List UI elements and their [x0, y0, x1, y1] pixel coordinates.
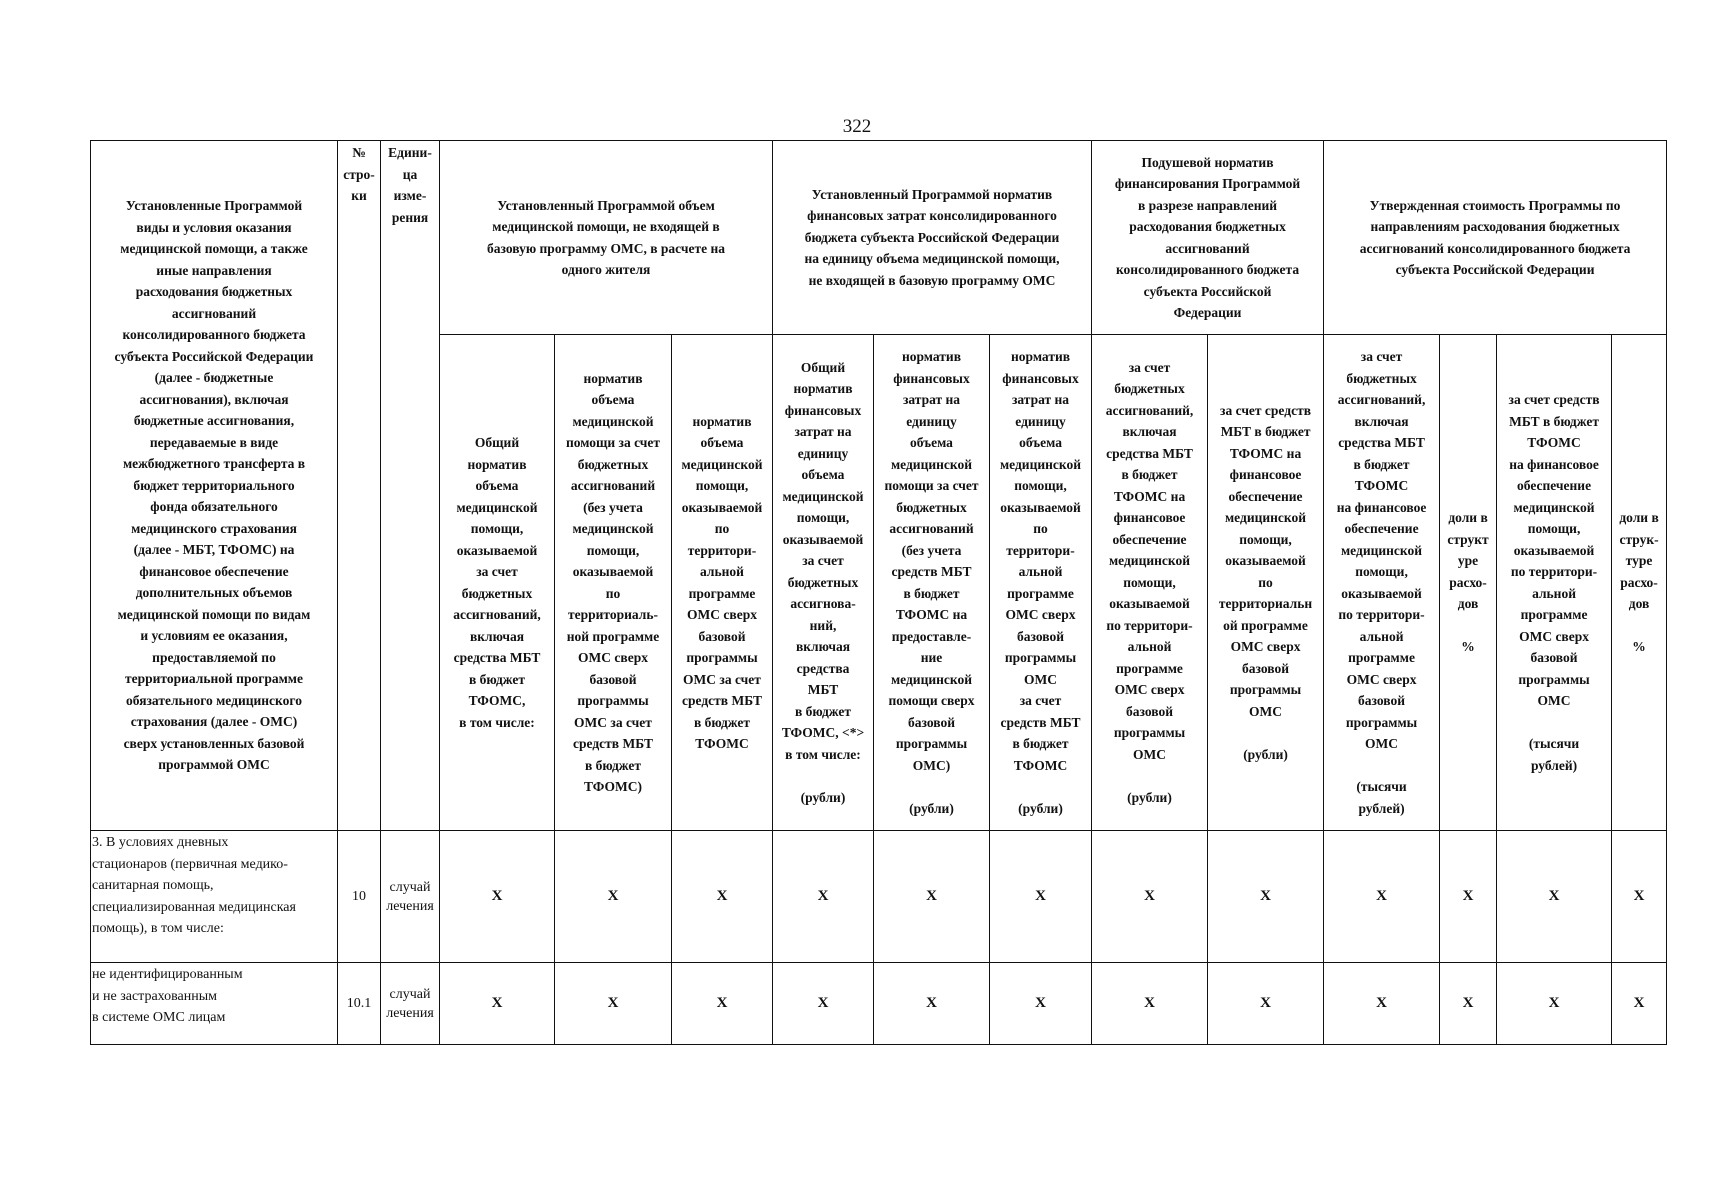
- page-number: 322: [842, 116, 872, 137]
- table-cell: X: [440, 963, 555, 1045]
- row-label: не идентифицированным и не застрахованным в системе ОМС лицам: [91, 963, 338, 1045]
- subheader-cell: за счет средств МБТ в бюджет ТФОМС на финансовое обеспечение медицинской помощи, оказываемой по территориальн ой программе ОМС сверх базовой программы ОМС (рубли): [1208, 335, 1324, 831]
- table-cell: X: [1092, 831, 1208, 963]
- row-number: 10.1: [338, 963, 381, 1045]
- table-cell: X: [773, 831, 874, 963]
- table-cell: X: [1612, 831, 1667, 963]
- subheader-cell: Общий норматив объема медицинской помощи, оказываемой за счет бюджетных ассигнований, включая средства МБТ в бюджет ТФОМС, в том числе:: [440, 335, 555, 831]
- table-cell: X: [1324, 963, 1440, 1045]
- program-cost-table: [90, 140, 1667, 1045]
- table-cell: X: [672, 963, 773, 1045]
- header-unit: Едини- ца изме- рения: [381, 141, 440, 831]
- table-cell: X: [990, 831, 1092, 963]
- row-label: 3. В условиях дневных стационаров (первичная медико- санитарная помощь, специализированная медицинская помощь), в том числе:: [91, 831, 338, 963]
- header-types-and-conditions: Установленные Программой виды и условия оказания медицинской помощи, а также иные направления расходования бюджетных ассигнований консолидированного бюджета субъекта Российской Федерации (далее - бюджетные ассигнования), включая бюджетные ассигнования, передаваемые в виде межбюджетного трансферта в бюджет территориального фонда обязательного медицинского страхования (далее - МБТ, ТФОМС) на финансовое обеспечение дополнительных объемов медицинской помощи по видам и условиям ее оказания, предоставляемой по территориальной программе обязательного медицинского страхования (далее - ОМС) сверх установленных базовой программой ОМС: [91, 141, 338, 831]
- table-cell: X: [672, 831, 773, 963]
- subheader-cell: норматив объема медицинской помощи, оказываемой по территори- альной программе ОМС сверх базовой программы ОМС за счет средств МБТ в бюджет ТФОМС: [672, 335, 773, 831]
- subheader-cell: норматив финансовых затрат на единицу объема медицинской помощи за счет бюджетных ассигнований (без учета средств МБТ в бюджет ТФОМС на предоставле- ние медицинской помощи сверх базовой программы ОМС) (рубли): [874, 335, 990, 831]
- header-group-per-capita: Подушевой норматив финансирования Программой в разрезе направлений расходования бюджетных ассигнований консолидированного бюджета субъекта Российской Федерации: [1092, 141, 1324, 335]
- table-cell: X: [440, 831, 555, 963]
- table-cell: X: [874, 831, 990, 963]
- subheader-cell: за счет бюджетных ассигнований, включая средства МБТ в бюджет ТФОМС на финансовое обеспечение медицинской помощи, оказываемой по территори- альной программе ОМС сверх базовой программы ОМС (рубли): [1092, 335, 1208, 831]
- table-cell: X: [1612, 963, 1667, 1045]
- table-cell: X: [1497, 831, 1612, 963]
- table-cell: X: [555, 963, 672, 1045]
- header-group-volume: Установленный Программой объем медицинской помощи, не входящей в базовую программу ОМС, в расчете на одного жителя: [440, 141, 773, 335]
- row-unit: случай лечения: [381, 963, 440, 1045]
- header-group-approved-cost: Утвержденная стоимость Программы по направлениям расходования бюджетных ассигнований консолидированного бюджета субъекта Российской Федерации: [1324, 141, 1667, 335]
- subheader-cell: за счет средств МБТ в бюджет ТФОМС на финансовое обеспечение медицинской помощи, оказываемой по территори- альной программе ОМС сверх базовой программы ОМС (тысячи рублей): [1497, 335, 1612, 831]
- subheader-cell: доли в структ уре расхо- дов %: [1440, 335, 1497, 831]
- table-cell: X: [1208, 831, 1324, 963]
- subheader-cell: за счет бюджетных ассигнований, включая средства МБТ в бюджет ТФОМС на финансовое обеспечение медицинской помощи, оказываемой по территори- альной программе ОМС сверх базовой программы ОМС (тысячи рублей): [1324, 335, 1440, 831]
- table-cell: X: [874, 963, 990, 1045]
- row-number: 10: [338, 831, 381, 963]
- table-cell: X: [1208, 963, 1324, 1045]
- subheader-cell: норматив финансовых затрат на единицу объема медицинской помощи, оказываемой по территори- альной программе ОМС сверх базовой программы ОМС за счет средств МБТ в бюджет ТФОМС (рубли): [990, 335, 1092, 831]
- header-group-cost-norm: Установленный Программой норматив финансовых затрат консолидированного бюджета субъекта Российской Федерации на единицу объема медицинской помощи, не входящей в базовую программу ОМС: [773, 141, 1092, 335]
- table-cell: X: [990, 963, 1092, 1045]
- table-cell: X: [1440, 963, 1497, 1045]
- row-unit: случай лечения: [381, 831, 440, 963]
- table-cell: X: [1440, 831, 1497, 963]
- subheader-cell: доли в струк- туре расхо- дов %: [1612, 335, 1667, 831]
- table-cell: X: [1497, 963, 1612, 1045]
- subheader-cell: норматив объема медицинской помощи за счет бюджетных ассигнований (без учета медицинской помощи, оказываемой по территориаль- ной программе ОМС сверх базовой программы ОМС за счет средств МБТ в бюджет ТФОМС): [555, 335, 672, 831]
- table-row: [91, 963, 1667, 1045]
- header-row-number: № стро- ки: [338, 141, 381, 831]
- table-cell: X: [1324, 831, 1440, 963]
- table-cell: X: [1092, 963, 1208, 1045]
- subheader-cell: Общий норматив финансовых затрат на единицу объема медицинской помощи, оказываемой за счет бюджетных ассигнова- ний, включая средства МБТ в бюджет ТФОМС, <*> в том числе: (рубли): [773, 335, 874, 831]
- table-row: [91, 831, 1667, 963]
- table-cell: X: [773, 963, 874, 1045]
- table-cell: X: [555, 831, 672, 963]
